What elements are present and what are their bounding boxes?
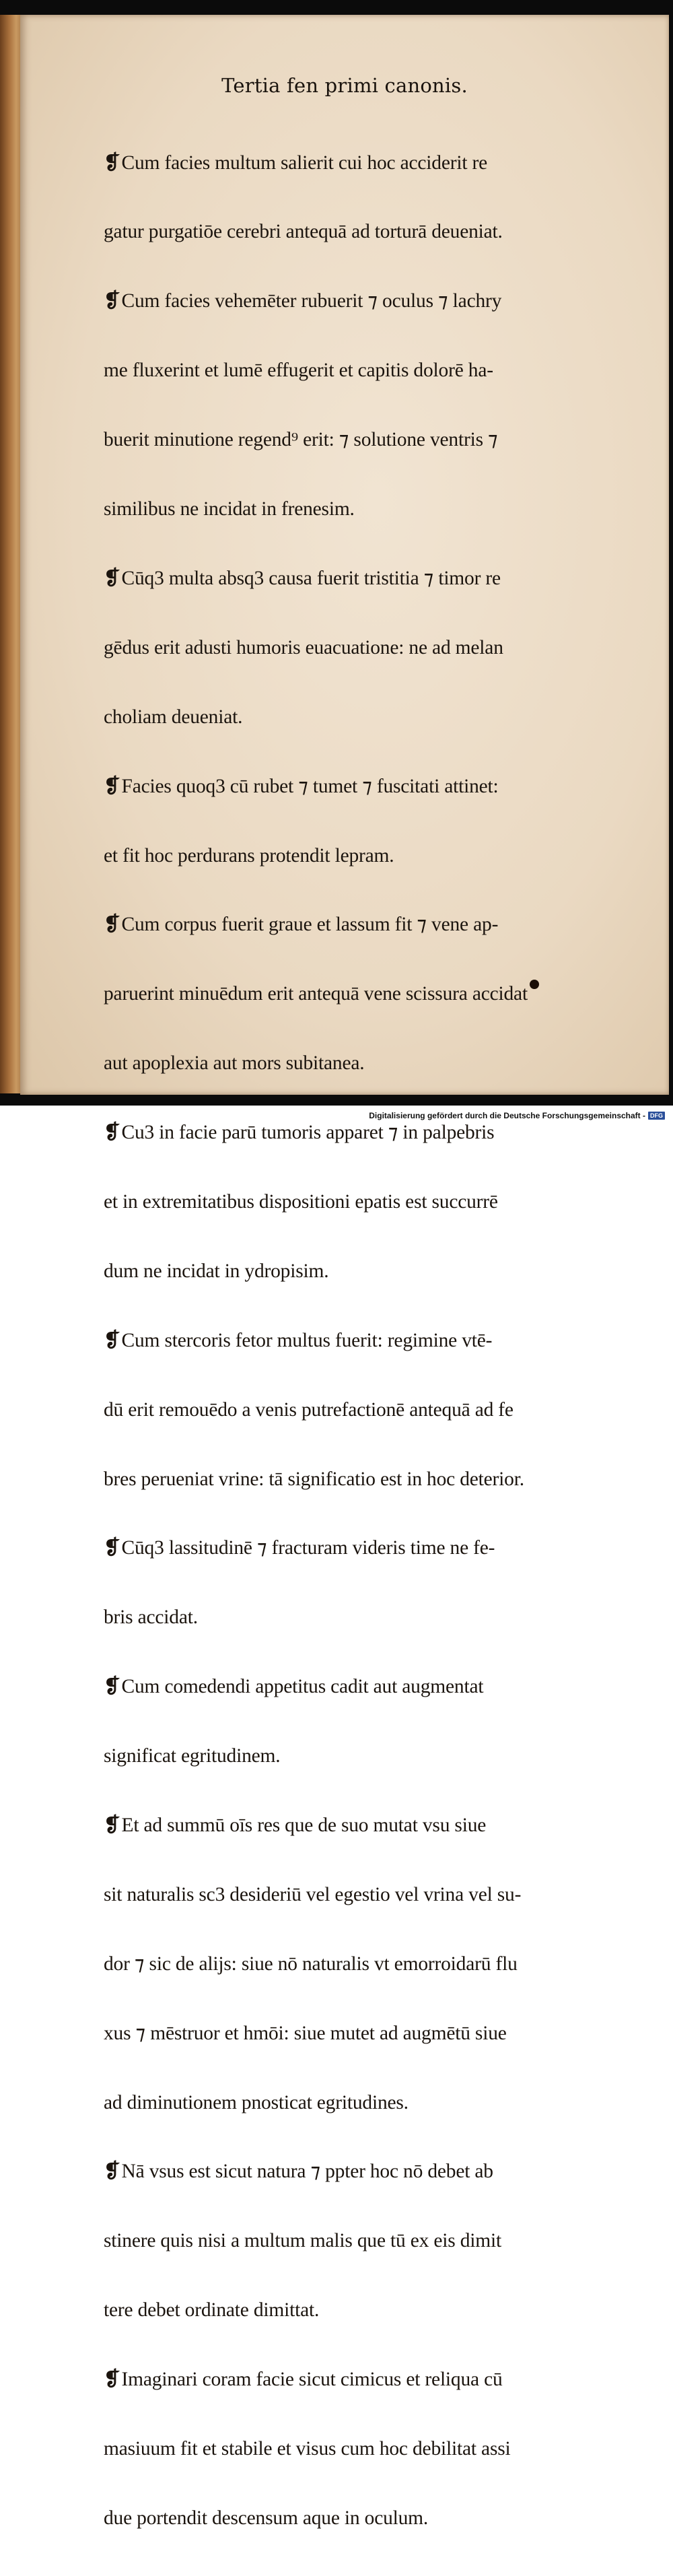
text-line: et in extremitatibus dispositioni epatis est succurrē xyxy=(104,1190,498,1213)
paragraph-marker: ❡ xyxy=(104,2161,120,2183)
text-line: bris accidat. xyxy=(104,1606,198,1629)
paragraph-marker: ❡ xyxy=(104,1122,120,1144)
text-line: choliam deueniat. xyxy=(104,706,243,728)
text-line: stinere quis nisi a multum malis que tū ex eis dimit xyxy=(104,2230,502,2252)
text-line: ❡Cum stercoris fetor multus fuerit: regimine vtē- xyxy=(104,1329,493,1351)
paragraph-marker: ❡ xyxy=(104,914,120,936)
text-line: ❡Cum facies multum salierit cui hoc acciderit re xyxy=(104,151,488,174)
paragraph-marker: ❡ xyxy=(104,567,120,589)
text-line: et fit hoc perdurans protendit lepram. xyxy=(104,844,394,867)
text-line: paruerint minuēdum erit antequā vene scissura accidat xyxy=(104,983,528,1005)
text-line: dor ⁊ sic de alijs: siue nō naturalis vt emorroidarū flu xyxy=(104,1953,518,1975)
text-line: ❡Cum comedendi appetitus cadit aut augmentat xyxy=(104,1676,484,1698)
text-line: ❡Cūq3 multa absq3 causa fuerit tristitia ⁊ timor re xyxy=(104,567,501,589)
ink-dot xyxy=(530,980,539,989)
text-line: similibus ne incidat in frenesim. xyxy=(104,498,355,520)
paragraph-marker: ❡ xyxy=(104,2369,120,2391)
text-line: significat egritudinem. xyxy=(104,1745,281,1767)
dfg-logo-icon: DFG xyxy=(648,1112,665,1120)
paragraph-marker: ❡ xyxy=(104,1676,120,1698)
running-head: Tertia fen primi canonis. xyxy=(221,74,468,97)
text-line: tere debet ordinate dimittat. xyxy=(104,2299,320,2321)
text-line: dum ne incidat in ydropisim. xyxy=(104,1260,329,1282)
paragraph-marker: ❡ xyxy=(104,775,120,797)
text-block xyxy=(104,105,647,2576)
paragraph-marker: ❡ xyxy=(104,290,120,312)
footer-text: Digitalisierung gefördert durch die Deutsche Forschungsgemeinschaft - xyxy=(369,1111,645,1120)
footer-credit xyxy=(369,1111,665,1120)
text-line: ❡Facies quoq3 cū rubet ⁊ tumet ⁊ fuscitati attinet: xyxy=(104,775,499,797)
text-line: me fluxerint et lumē effugerit et capitis dolorē ha- xyxy=(104,360,493,382)
text-line: gatur purgatiōe cerebri antequā ad torturā deueniat. xyxy=(104,221,503,243)
book-spine xyxy=(0,15,20,1093)
paragraph-marker: ❡ xyxy=(104,1537,120,1559)
text-line: ❡Imaginari coram facie sicut cimicus et reliqua cū xyxy=(104,2369,503,2391)
text-line: dū erit remouēdo a venis putrefactionē antequā ad fe xyxy=(104,1398,513,1421)
text-line: ❡Cu3 in facie parū tumoris apparet ⁊ in palpebris xyxy=(104,1122,495,1144)
text-line: aut apoplexia aut mors subitanea. xyxy=(104,1052,365,1075)
text-line: ❡Nā vsus est sicut natura ⁊ ppter hoc nō debet ab xyxy=(104,2161,493,2183)
text-line: ❡Et ad summū oīs res que de suo mutat vsu siue xyxy=(104,1814,487,1836)
text-line: sit naturalis sc3 desideriū vel egestio vel vrina vel su- xyxy=(104,1883,522,1905)
text-line: ❡Cūq3 lassitudinē ⁊ fracturam videris time ne fe- xyxy=(104,1537,495,1559)
text-line: buerit minutione regend⁹ erit: ⁊ solutione ventris ⁊ xyxy=(104,429,498,451)
text-line: ad diminutionem pnosticat egritudines. xyxy=(104,2091,409,2113)
paragraph-marker: ❡ xyxy=(104,151,120,174)
text-line: gēdus erit adusti humoris euacuatione: ne ad melan xyxy=(104,636,503,658)
text-line: xus ⁊ mēstruor et hmōi: siue mutet ad augmētū siue xyxy=(104,2022,507,2044)
text-line: ❡Cum facies vehemēter rubuerit ⁊ oculus ⁊ lachry xyxy=(104,290,502,312)
text-line: masiuum fit et stabile et visus cum hoc debilitat assi xyxy=(104,2437,511,2460)
text-line: ❡Cum corpus fuerit graue et lassum fit ⁊ vene ap- xyxy=(104,914,499,936)
text-line: due portendit descensum aque in oculum. xyxy=(104,2507,429,2529)
text-line: bres perueniat vrine: tā significatio est in hoc deterior. xyxy=(104,1468,524,1490)
paragraph-marker: ❡ xyxy=(104,1329,120,1351)
paragraph-marker: ❡ xyxy=(104,1814,120,1836)
